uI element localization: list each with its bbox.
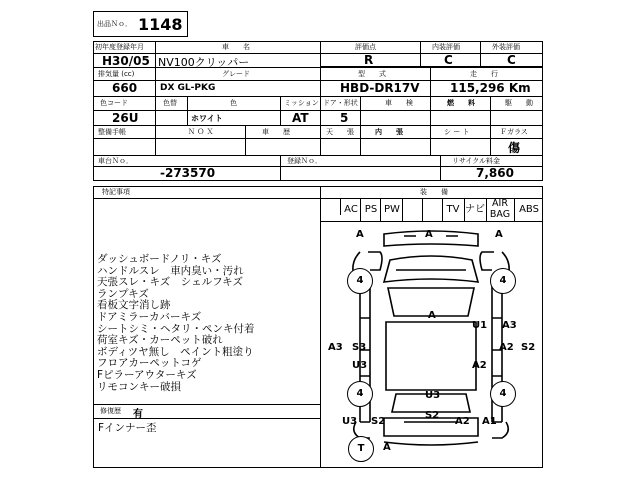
grade-label: グレード — [222, 70, 250, 78]
color-change-label: 色替 — [163, 99, 177, 107]
auction-no-value: 1148 — [138, 15, 183, 34]
equip-tv: TV — [446, 204, 460, 215]
mark-left-u3: U3 — [352, 360, 368, 371]
mileage-label: 走 行 — [470, 70, 498, 78]
note-item: シートシミ・ヘタリ・ペンキ付着 — [97, 322, 255, 335]
tire-front-left: 4 — [347, 268, 373, 294]
year-value: H30/05 — [102, 54, 150, 68]
nox-label: Ｎ Ｏ Ｘ — [188, 128, 214, 136]
mark-left-rear-s2: S2 — [371, 416, 386, 427]
fuel-label: 燃 料 — [447, 99, 475, 107]
exterior-value: C — [507, 53, 516, 67]
equip-abs: ABS — [514, 198, 543, 221]
mark-rear-bumper: A — [383, 442, 391, 453]
mission-label: ミッション — [284, 99, 319, 107]
interior2-label: 内 張 — [375, 128, 403, 136]
equip-ac: AC — [340, 198, 361, 215]
model-value: NV100クリッパー — [158, 56, 250, 69]
mark-front-right: A — [495, 229, 503, 240]
note-item: 看板文字消し跡 — [97, 299, 171, 312]
seat-label: シ ー ト — [444, 128, 470, 136]
history-label: 車 歴 — [262, 128, 290, 136]
color-value: ホワイト — [191, 114, 223, 123]
fglass-value: 傷 — [508, 141, 521, 155]
type-value: HBD-DR17V — [340, 81, 420, 95]
notes-list — [97, 254, 255, 393]
score-label: 評価点 — [355, 43, 376, 51]
mark-rear-u3: U3 — [425, 390, 441, 401]
mark-right-a3: A3 — [502, 320, 517, 331]
mileage-value: 115,296 Km — [450, 81, 531, 95]
grade-value: DX GL-PKG — [160, 83, 216, 93]
drive-label: 駆 動 — [505, 99, 533, 107]
recycle-value: 7,860 — [476, 166, 514, 180]
equip-pw: PW — [380, 198, 403, 221]
spare-tire: T — [348, 436, 374, 462]
cc-value: 660 — [112, 81, 138, 95]
year-label: 初年度登録年月 — [95, 43, 144, 51]
mark-left-a3: A3 — [328, 342, 343, 353]
note-item: 天張スレ・キズ シェルフキズ — [97, 276, 243, 289]
repair-label: 修復歴 — [100, 407, 121, 415]
exterior-label: 外装評価 — [492, 43, 520, 51]
interior-label: 内装評価 — [432, 43, 460, 51]
repair-value: 有 — [133, 409, 143, 420]
inspection-label: 車 検 — [385, 99, 413, 107]
recycle-label: リサイクル料金 — [452, 157, 501, 165]
mark-left-rear-u3: U3 — [342, 416, 358, 427]
tire-front-right: 4 — [490, 268, 516, 294]
note-item: ボディツヤ無し ペイント粗塗り — [97, 345, 254, 358]
mark-front-center: A — [425, 229, 433, 240]
equip-blank-2 — [422, 198, 443, 221]
sunroof-label: 天 張 — [326, 128, 354, 136]
mark-front-left: A — [356, 229, 364, 240]
score-value: R — [364, 53, 374, 67]
reg-label: 登録Ｎｏ． — [287, 157, 322, 165]
mark-right-a2: A2 — [499, 342, 514, 353]
equip-airbag: AIR BAG — [486, 198, 513, 221]
doors-label: ドア・形状 — [323, 99, 358, 107]
mark-rear-s2: S2 — [425, 410, 440, 421]
model-label: 車 名 — [222, 43, 250, 51]
note-item: フロアカーペットコゲ — [97, 357, 202, 370]
auction-no-label: 出品Ｎｏ． — [97, 20, 132, 28]
repair-detail: Fインナー歪 — [98, 422, 157, 434]
type-label: 型 式 — [358, 70, 386, 78]
note-item: ドアミラーカバーキズ — [97, 310, 202, 323]
color-code-label: 色コード — [100, 99, 128, 107]
mark-right-rear-a1: A1 — [482, 416, 497, 427]
color-code-value: 26U — [112, 111, 139, 125]
equipment-label: 装 備 — [420, 188, 448, 196]
equip-ps: PS — [360, 198, 381, 221]
note-item: リモコンキー破損 — [97, 380, 181, 393]
color-label: 色 — [230, 99, 237, 107]
note-item: ダッシュボードノリ・キズ — [97, 253, 222, 265]
note-item: ハンドルスレ 車内臭い・汚れ — [97, 264, 244, 277]
chassis-label: 車台Ｎｏ． — [98, 157, 133, 165]
interior-value: C — [444, 53, 453, 67]
auction-no-box — [93, 11, 188, 37]
manual-label: 整備手帳 — [98, 128, 126, 136]
equip-navi: ナビ — [464, 198, 485, 221]
notes-label: 特記事項 — [102, 188, 130, 196]
mark-right-a2-lower: A2 — [472, 360, 487, 371]
note-item: Fピラーアウターキズ — [97, 368, 197, 381]
doors-value: 5 — [340, 111, 349, 125]
tire-rear-right: 4 — [490, 381, 516, 407]
cc-label: 排気量 (cc) — [98, 70, 135, 78]
note-item: ランプキズ — [97, 287, 149, 300]
mark-left-s3: S3 — [352, 342, 367, 353]
mark-roof: A — [428, 310, 436, 321]
note-item: 荷室キズ・カーペット破れ — [97, 334, 223, 347]
equip-blank-1 — [402, 198, 423, 221]
equipment-row — [320, 198, 543, 222]
mark-right-rear-a2: A2 — [455, 416, 470, 427]
mark-right-roof-u1: U1 — [472, 320, 488, 331]
fglass-label: Ｆガラス — [500, 128, 528, 136]
tire-rear-left: 4 — [347, 381, 373, 407]
chassis-value: -273570 — [160, 166, 216, 180]
mission-value: AT — [292, 111, 309, 125]
mark-right-s2: S2 — [521, 342, 536, 353]
